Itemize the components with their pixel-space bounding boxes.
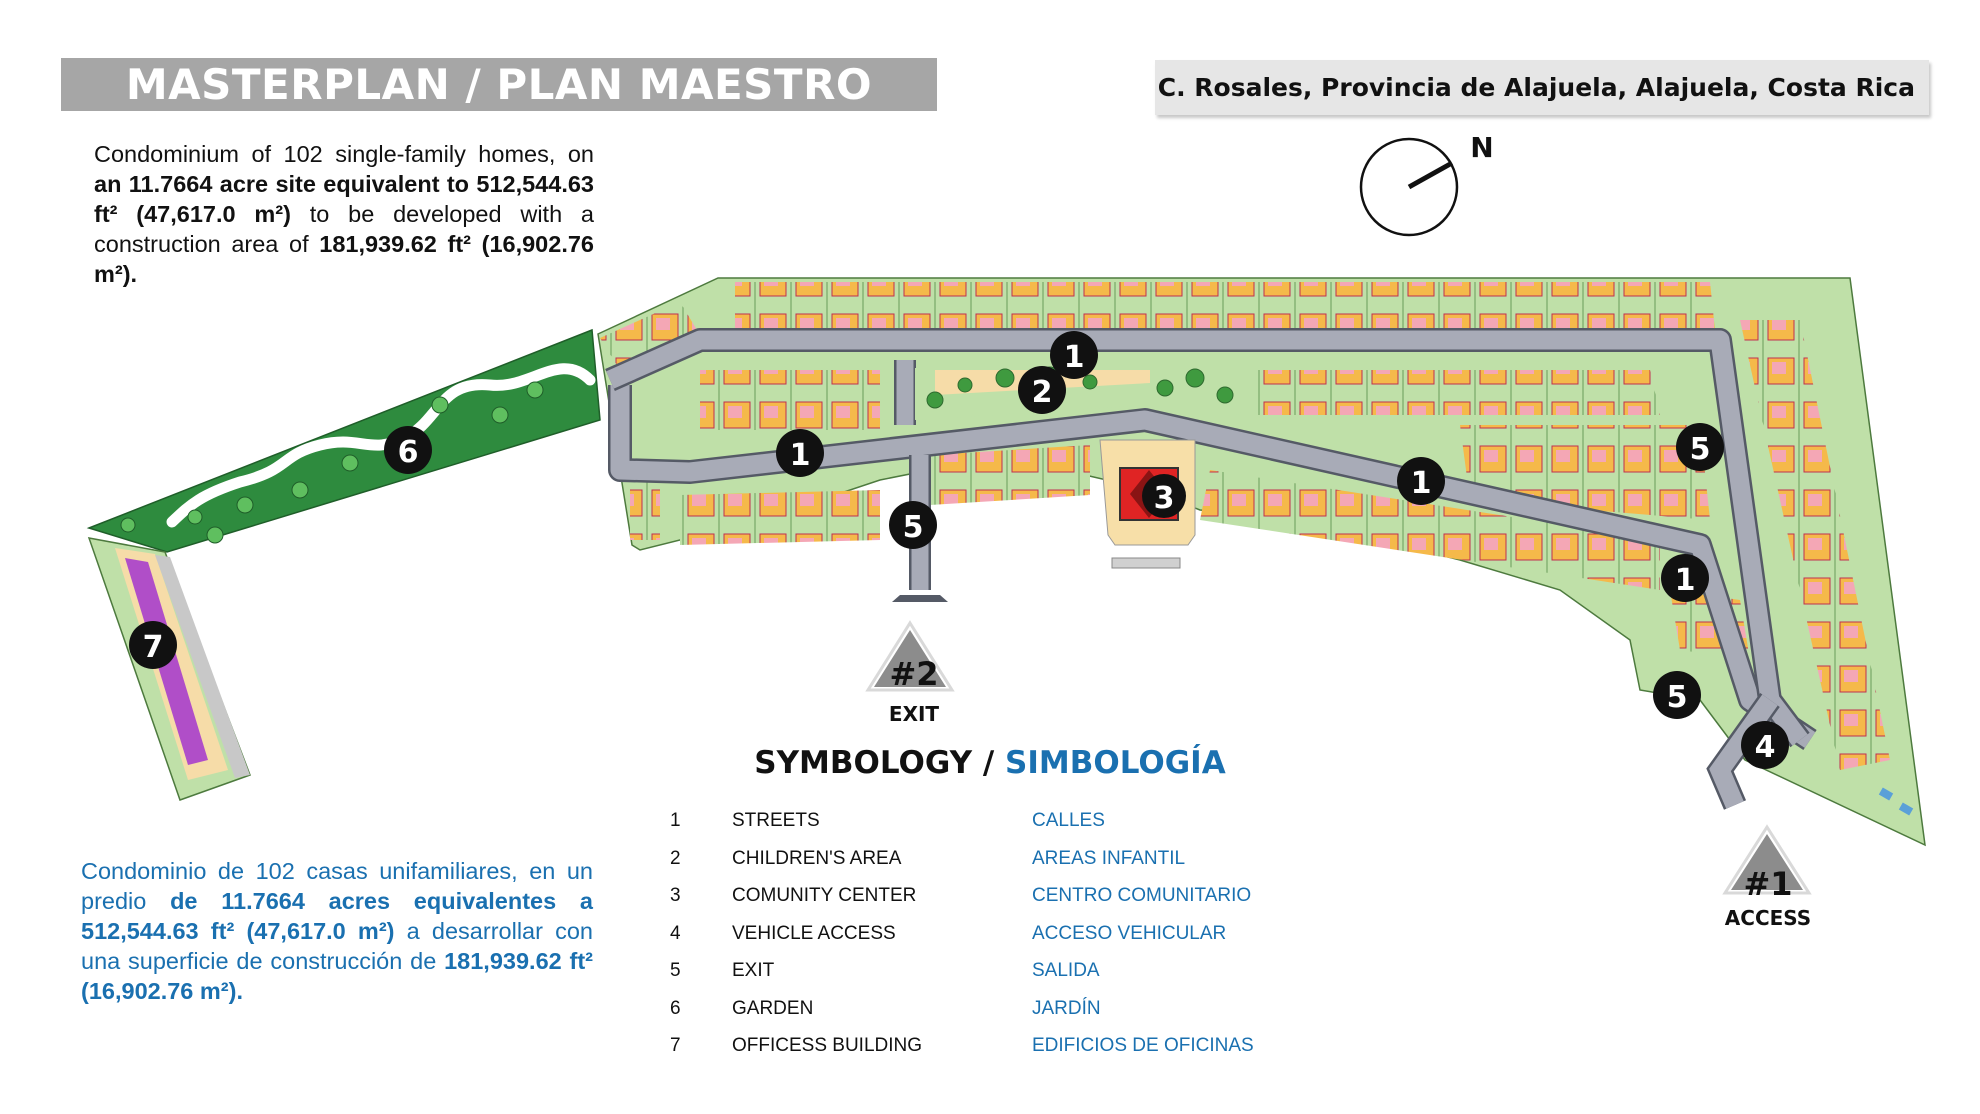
legend-label-en: VEHICLE ACCESS <box>732 922 896 944</box>
svg-text:1: 1 <box>1674 563 1696 598</box>
west-inner-lots <box>700 370 880 430</box>
location-label: C. Rosales, Provincia de Alajuela, Alajuela, Costa Rica <box>1155 60 1929 115</box>
legend-label-es: EDIFICIOS DE OFICINAS <box>1032 1035 1254 1056</box>
symbology-title-es: SIMBOLOGÍA <box>1005 745 1226 781</box>
north-label: N <box>1470 131 1494 164</box>
legend-label-en: STREETS <box>732 810 820 831</box>
marker-childrens-area <box>1018 366 1066 414</box>
legend-label-es: ACCESO VEHICULAR <box>1032 922 1227 944</box>
access-label: ACCESS <box>1724 906 1812 930</box>
exit-number: #2 <box>889 655 939 693</box>
exit-label: EXIT <box>888 702 940 726</box>
svg-text:7: 7 <box>142 630 164 665</box>
legend-number: 1 <box>670 810 681 831</box>
svg-text:1: 1 <box>1410 466 1432 501</box>
south-west-lot-row <box>680 490 880 545</box>
desc-es-part4: 181,939.62 ft² (16,902.76 m²). <box>81 948 594 1004</box>
svg-text:5: 5 <box>902 510 924 545</box>
legend-number: 5 <box>670 960 681 981</box>
marker-streets-3 <box>1397 457 1445 505</box>
page-title: MASTERPLAN / PLAN MAESTRO <box>61 58 937 111</box>
legend-label-es: JARDÍN <box>1032 997 1101 1019</box>
desc-en-part4: 181,939.62 ft² (16,902.76 m²). <box>94 231 594 287</box>
office-building <box>89 538 250 800</box>
symbology-title-en: SYMBOLOGY <box>754 745 973 781</box>
north-compass-icon <box>1361 139 1457 235</box>
desc-en-part2: an 11.7664 acre site equivalent to 512,544.63 ft² (47,617.0 m²) <box>94 171 594 227</box>
svg-text:3: 3 <box>1153 481 1175 516</box>
legend-number: 2 <box>670 847 681 869</box>
desc-en-part1: Condominium of 102 single-family homes, on <box>94 141 594 167</box>
marker-exit-1 <box>889 501 937 549</box>
desc-en-part3: to be developed with a construction area of <box>94 201 595 257</box>
south-middle-lot-row <box>930 445 1090 505</box>
legend-label-en: EXIT <box>732 960 775 981</box>
marker-garden <box>384 426 432 474</box>
marker-exit-2 <box>1676 423 1724 471</box>
legend-label-en: COMUNITY CENTER <box>732 885 917 906</box>
svg-text:5: 5 <box>1666 680 1688 715</box>
svg-text:1: 1 <box>1063 340 1085 375</box>
legend-label-es: SALIDA <box>1032 960 1100 981</box>
legend-number: 3 <box>670 885 681 906</box>
symbology-title-separator: / <box>972 745 1006 781</box>
svg-text:1: 1 <box>789 438 811 473</box>
desc-es-part3: a desarrollar con una superficie de construcción de <box>81 918 594 974</box>
legend-label-en: OFFICESS BUILDING <box>732 1035 923 1056</box>
marker-exit-3 <box>1653 671 1701 719</box>
svg-text:6: 6 <box>397 435 419 470</box>
marker-streets-2 <box>776 429 824 477</box>
legend-number: 4 <box>670 922 681 944</box>
desc-es-part2: de 11.7664 acres equivalentes a 512,544.63 ft² (47,617.0 m²) <box>81 888 593 944</box>
marker-office-building <box>129 621 177 669</box>
desc-es-part1: Condominio de 102 casas unifamiliares, en un predio <box>81 858 593 914</box>
legend-number: 7 <box>670 1035 681 1056</box>
legend-number: 6 <box>670 997 681 1019</box>
svg-text:2: 2 <box>1031 375 1053 410</box>
legend-label-en: CHILDREN'S AREA <box>732 847 902 869</box>
symbology-title <box>620 745 1360 781</box>
marker-vehicle-access <box>1741 721 1789 769</box>
marker-streets-4 <box>1661 554 1709 602</box>
marker-community-center <box>1142 474 1186 518</box>
legend-label-es: CALLES <box>1032 810 1105 831</box>
legend-label-en: GARDEN <box>732 997 814 1019</box>
upper-middle-lot-row <box>1255 370 1660 415</box>
svg-text:5: 5 <box>1689 432 1711 467</box>
legend-label-es: CENTRO COMUNITARIO <box>1032 885 1252 906</box>
svg-text:4: 4 <box>1754 730 1776 765</box>
access-number: #1 <box>1743 865 1793 903</box>
legend-label-es: AREAS INFANTIL <box>1032 847 1186 869</box>
north-lot-row <box>735 282 1715 330</box>
